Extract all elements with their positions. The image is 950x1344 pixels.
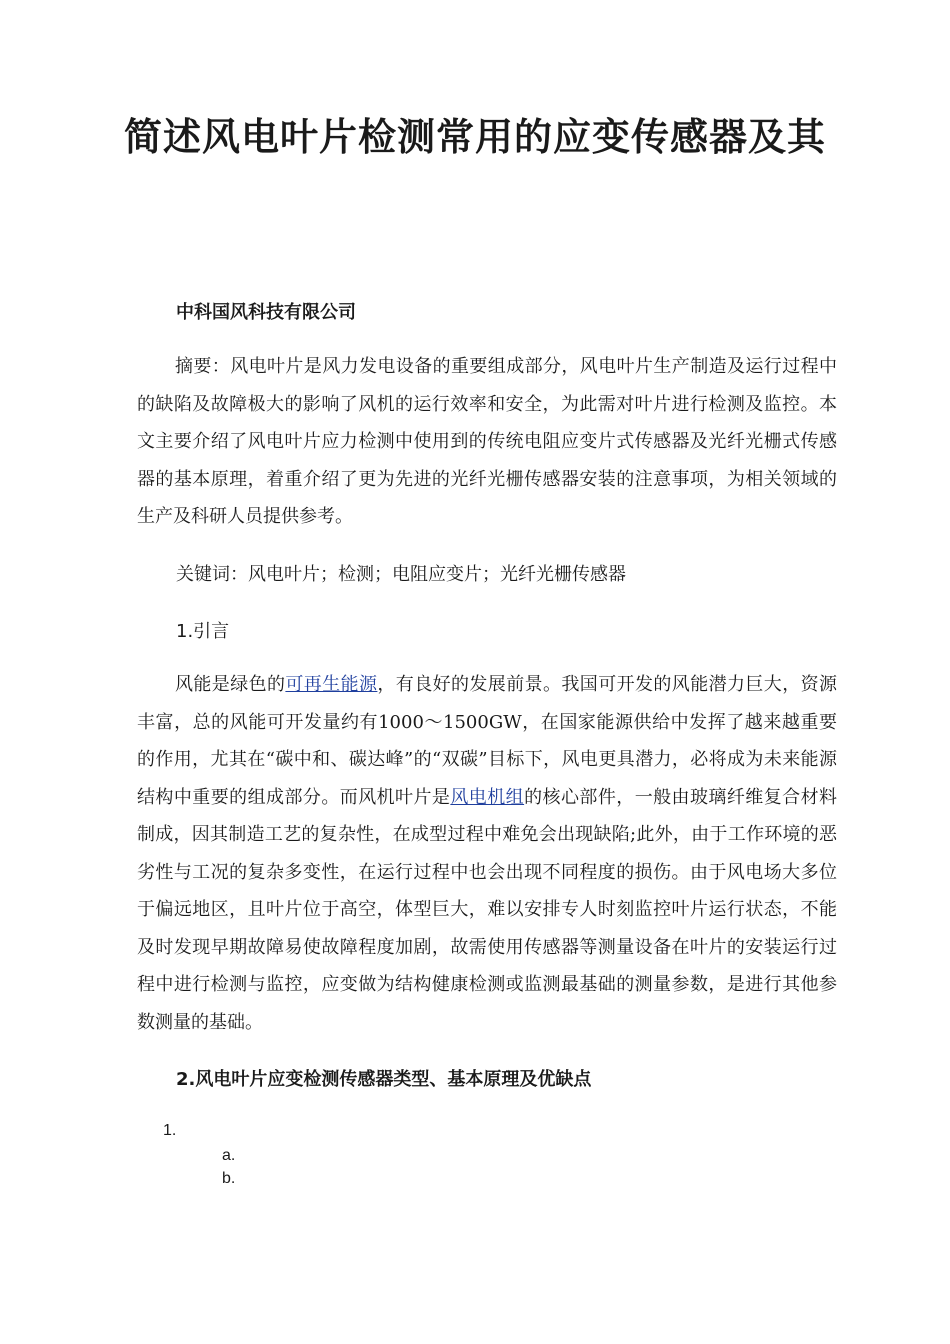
list-marker-1: 1.: [163, 1122, 177, 1139]
intro-text-1: 风能是绿色的: [175, 674, 286, 695]
list-marker-b: b.: [222, 1170, 236, 1187]
intro-text-2: ，有良好的发展前景。我国可开发的风能潜力巨大，资源丰富，总的风能可开发量约有1000～1500GW，在国家能源供给中发挥了越来越重要的作用，尤其在“碳中和、碳达峰”的“双碳”目标下，风电更具潜力，必将成为未来能源结构中重要的组成部分。而风机叶片是: [137, 674, 838, 808]
wind-turbine-link[interactable]: 风电机组: [450, 786, 525, 808]
abstract-paragraph: 摘要：风电叶片是风力发电设备的重要组成部分，风电叶片生产制造及运行过程中的缺陷及故障极大的影响了风机的运行效率和安全，为此需对叶片进行检测及监控。本文主要介绍了风电叶片应力检测中使用到的传统电阻应变片式传感器及光纤光栅式传感器的基本原理，着重介绍了更为先进的光纤光栅传感器安装的注意事项，为相关领域的生产及科研人员提供参考。: [137, 356, 837, 527]
keywords-line: 关键词：风电叶片；检测；电阻应变片；光纤光栅传感器: [176, 564, 626, 585]
intro-text-3: 的核心部件，一般由玻璃纤维复合材料制成，因其制造工艺的复杂性，在成型过程中难免会出现缺陷;此外，由于工作环境的恶劣性与工况的复杂多变性，在运行过程中也会出现不同程度的损伤。由于风电场大多位于偏远地区，且叶片位于高空，体型巨大，难以安排专人时刻监控叶片运行状态，不能及时发现早期故障易使故障程度加剧，故需使用传感器等测量设备在叶片的安装运行过程中进行检测与监控，应变做为结构健康检测或监测最基础的测量参数，是进行其他参数测量的基础。: [137, 786, 838, 1033]
company-name: 中科国风科技有限公司: [176, 302, 356, 323]
document-title: 简述风电叶片检测常用的应变传感器及其: [123, 115, 826, 159]
renewable-energy-link[interactable]: 可再生能源: [285, 674, 378, 695]
list-marker-a: a.: [222, 1147, 236, 1164]
section-1-heading: 1.引言: [176, 621, 230, 642]
section-2-heading: 2.风电叶片应变检测传感器类型、基本原理及优缺点: [176, 1069, 592, 1090]
intro-paragraph: [137, 666, 837, 1041]
